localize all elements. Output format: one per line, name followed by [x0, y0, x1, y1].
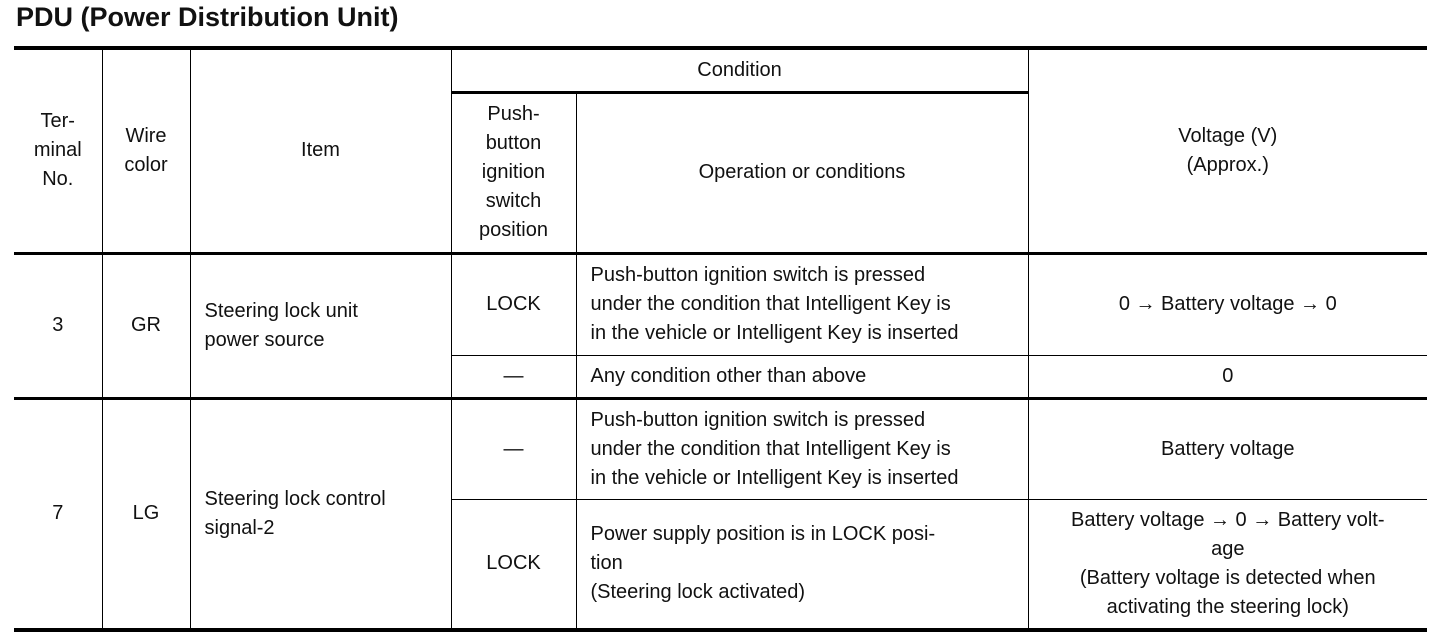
operation-cell: Push-button ignition switch is pressed under the condition that Intelligent Key is in the vehicle or Intelligent Key is inserted	[576, 398, 1028, 499]
voltage-cell: 0	[1028, 355, 1427, 398]
position-cell: LOCK	[451, 499, 576, 630]
voltage-cell: 0 → Battery voltage → 0	[1028, 253, 1427, 355]
wire-color-cell: LG	[102, 398, 190, 630]
table-row	[14, 398, 1427, 499]
operation-cell: Power supply position is in LOCK posi- tion (Steering lock activated)	[576, 499, 1028, 630]
header-item: Item	[190, 48, 451, 253]
item-cell: Steering lock control signal-2	[190, 398, 451, 630]
header-voltage: Voltage (V) (Approx.)	[1028, 48, 1427, 253]
header-condition: Condition	[451, 48, 1028, 92]
terminal-cell: 3	[14, 253, 102, 398]
wire-color-cell: GR	[102, 253, 190, 398]
item-cell: Steering lock unit power source	[190, 253, 451, 398]
voltage-cell: Battery voltage	[1028, 398, 1427, 499]
position-cell: —	[451, 398, 576, 499]
header-operation: Operation or conditions	[576, 92, 1028, 253]
pdu-table	[14, 46, 1427, 632]
header-wire-color: Wire color	[102, 48, 190, 253]
voltage-cell: Battery voltage → 0 → Battery volt- age (Battery voltage is detected when activating the steering lock)	[1028, 499, 1427, 630]
terminal-cell: 7	[14, 398, 102, 630]
page-title: PDU (Power Distribution Unit)	[16, 2, 399, 32]
table-row	[14, 253, 1427, 355]
position-cell: —	[451, 355, 576, 398]
position-cell: LOCK	[451, 253, 576, 355]
operation-cell: Push-button ignition switch is pressed under the condition that Intelligent Key is in the vehicle or Intelligent Key is inserted	[576, 253, 1028, 355]
operation-cell: Any condition other than above	[576, 355, 1028, 398]
header-terminal: Ter- minal No.	[14, 48, 102, 253]
header-push-button: Push- button ignition switch position	[451, 92, 576, 253]
